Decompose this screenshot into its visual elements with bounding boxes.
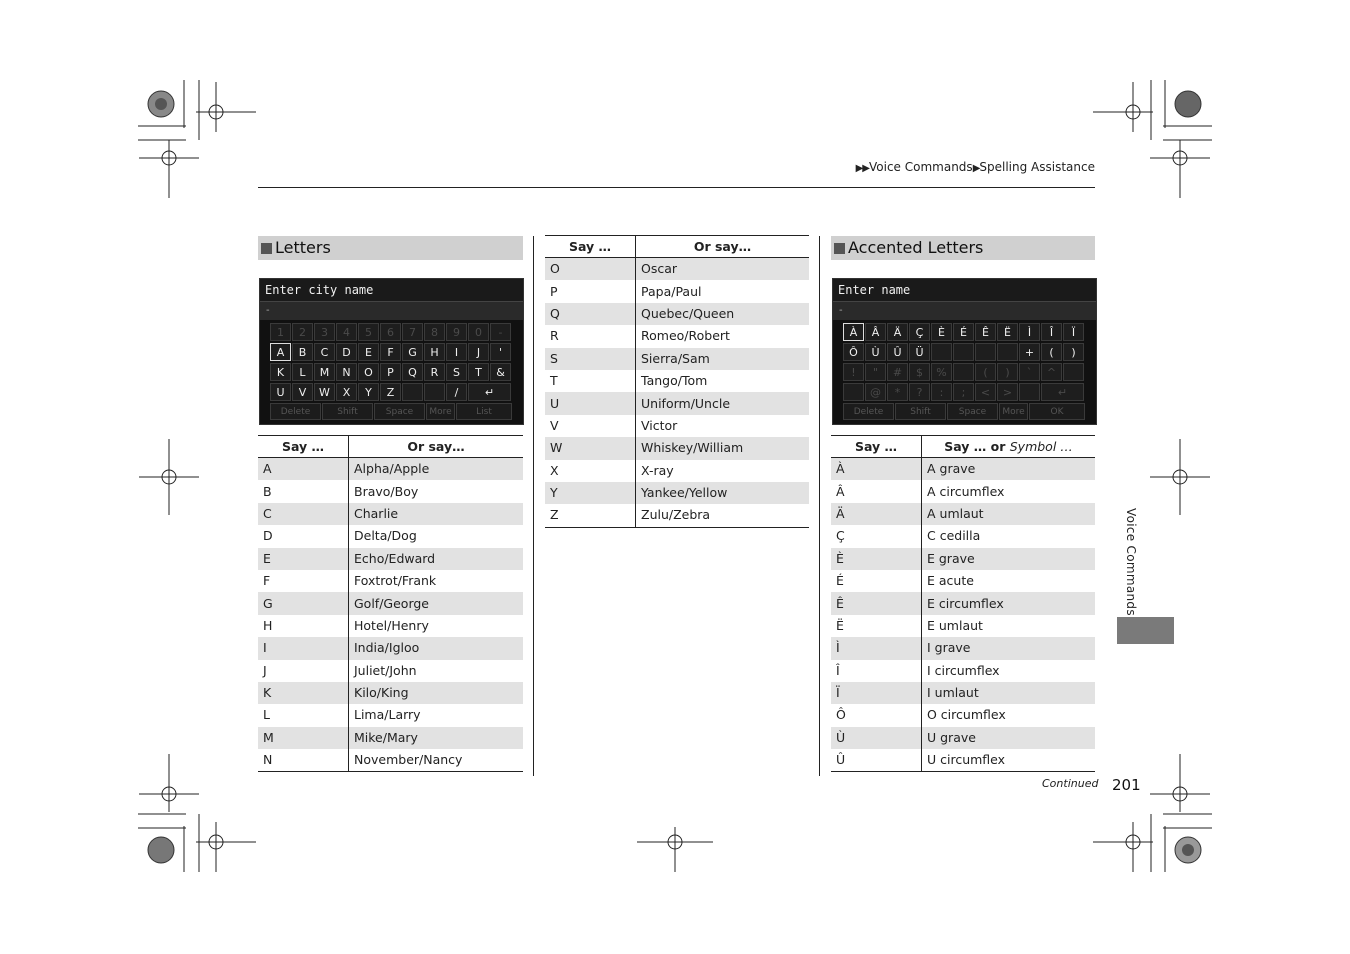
table-row [258, 637, 523, 659]
say-cell: Ù [831, 727, 922, 749]
keyboard-key[interactable]: 1 [270, 323, 291, 341]
keyboard-key[interactable]: É [953, 323, 974, 341]
keyboard-row [270, 363, 513, 382]
table-row [831, 637, 1095, 659]
table-row [258, 503, 523, 525]
say-cell: A [258, 458, 349, 481]
table-row [258, 615, 523, 637]
or-say-cell: Golf/George [349, 592, 524, 614]
table-row [258, 458, 523, 481]
table-row [831, 749, 1095, 772]
keyboard-screen-letters [259, 278, 524, 425]
table-row [258, 525, 523, 547]
say-cell: Ô [831, 704, 922, 726]
keyboard-row [270, 343, 513, 362]
column-divider [533, 236, 534, 776]
keyboard-key[interactable]: Ü [909, 343, 930, 361]
section-title: Accented Letters [848, 238, 984, 257]
or-say-cell: Kilo/King [349, 682, 524, 704]
keyboard-row [843, 383, 1086, 402]
or-say-cell: E grave [922, 548, 1096, 570]
or-say-cell: A grave [922, 458, 1096, 481]
table-row [545, 415, 809, 437]
table-row [545, 437, 809, 459]
keyboard-key[interactable]: A [270, 343, 291, 361]
table-row [258, 749, 523, 772]
or-say-cell: Mike/Mary [349, 727, 524, 749]
screen-title: Enter city name [260, 279, 523, 302]
keyboard-key[interactable]: Z [380, 383, 401, 401]
or-say-cell: Delta/Dog [354, 528, 417, 544]
or-say-cell: U circumflex [922, 749, 1096, 772]
enter-key[interactable]: ↵ [1041, 383, 1084, 401]
keyboard-row [843, 363, 1086, 382]
table-row [831, 503, 1095, 525]
say-cell: Ê [831, 592, 922, 614]
table-row [831, 615, 1095, 637]
table-row [831, 525, 1095, 547]
table-row [545, 504, 809, 527]
say-cell: U [545, 392, 636, 414]
keyboard-key[interactable]: Î [1041, 323, 1062, 341]
or-say-cell: Foxtrot/Frank [354, 573, 437, 589]
keyboard-key[interactable] [931, 343, 952, 361]
say-cell: Ë [831, 615, 922, 637]
keyboard-function-button[interactable]: OK [1029, 403, 1085, 420]
keyboard-key[interactable]: B [292, 343, 313, 361]
say-cell: Û [831, 749, 922, 772]
column-header: Or say… [636, 236, 810, 258]
screen-entry-field: - [260, 302, 523, 320]
keyboard-key[interactable]: Â [865, 323, 886, 341]
keyboard-key[interactable]: Y [358, 383, 379, 401]
keyboard-key[interactable]: - [490, 323, 511, 341]
say-cell: H [258, 615, 349, 637]
section-title: Letters [275, 238, 331, 257]
or-say-cell: X-ray [641, 462, 674, 478]
table-row [258, 727, 523, 749]
say-cell: Î [831, 660, 922, 682]
keyboard-key[interactable]: C [314, 343, 335, 361]
keyboard-key[interactable]: * [887, 383, 908, 401]
header-rule [258, 187, 1095, 188]
keyboard-function-button[interactable]: Delete [270, 403, 321, 420]
keyboard-key[interactable]: 9 [446, 323, 467, 341]
or-say-cell: A umlaut [922, 503, 1096, 525]
say-cell: W [545, 437, 636, 459]
say-cell: R [545, 325, 636, 347]
keyboard-key[interactable]: M [314, 363, 335, 381]
keyboard-function-button[interactable]: List [456, 403, 512, 420]
table-row [545, 482, 809, 504]
keyboard-key[interactable]: @ [865, 383, 886, 401]
keyboard-key[interactable]: Ì [1019, 323, 1040, 341]
keyboard-key[interactable]: + [1019, 343, 1040, 361]
keyboard-key[interactable]: 3 [314, 323, 335, 341]
keyboard-key[interactable]: ( [975, 363, 996, 381]
keyboard-key[interactable]: ( [1041, 343, 1062, 361]
keyboard-key[interactable]: ` [1019, 363, 1040, 381]
table-row [545, 460, 809, 482]
or-say-cell: I umlaut [922, 682, 1096, 704]
accented-table [831, 435, 1095, 772]
keyboard-key[interactable]: : [931, 383, 952, 401]
breadcrumb-item: Voice Commands [869, 160, 973, 174]
keyboard-key[interactable]: V [292, 383, 313, 401]
breadcrumb-arrow-icon: ▶ [972, 163, 980, 174]
keyboard-key[interactable]: # [887, 363, 908, 381]
or-say-cell: Quebec/Queen [636, 303, 810, 325]
say-cell: S [545, 348, 636, 370]
column-divider [819, 236, 820, 776]
keyboard-function-button[interactable]: Delete [843, 403, 894, 420]
keyboard-key[interactable]: D [336, 343, 357, 361]
column-header [922, 436, 1096, 458]
table-row [545, 370, 809, 392]
keyboard-key[interactable]: / [446, 383, 467, 401]
breadcrumb-arrow-icon: ▶▶ [855, 163, 869, 174]
keyboard-key[interactable]: S [446, 363, 467, 381]
say-cell: F [258, 570, 349, 592]
keyboard-key[interactable]: 7 [402, 323, 423, 341]
table-row [258, 660, 523, 682]
keyboard-key[interactable]: & [490, 363, 511, 381]
side-tab-block [1117, 617, 1174, 644]
keyboard-function-button[interactable]: Space [947, 403, 998, 420]
or-say-cell: Oscar [636, 258, 810, 281]
table-row [545, 348, 809, 370]
say-cell: L [258, 704, 349, 726]
say-cell: X [545, 460, 636, 482]
keyboard-key[interactable]: > [997, 383, 1018, 401]
keyboard-key[interactable]: ^ [1041, 363, 1062, 381]
keyboard-key[interactable]: Ô [843, 343, 864, 361]
or-say-cell: Tango/Tom [641, 373, 708, 389]
keyboard-key[interactable] [975, 343, 996, 361]
enter-key[interactable]: ↵ [468, 383, 511, 401]
letters-table [258, 435, 523, 772]
side-tab-label: Voice Commands [1124, 508, 1138, 616]
accented-section-header [831, 236, 1095, 260]
or-say-cell: E umlaut [927, 617, 983, 633]
keyboard-key[interactable]: È [931, 323, 952, 341]
letters-section-header [258, 236, 523, 260]
say-cell: M [258, 727, 349, 749]
keyboard-key[interactable]: % [931, 363, 952, 381]
keyboard-key[interactable]: ! [843, 363, 864, 381]
say-cell: Z [545, 504, 636, 527]
keyboard-key[interactable]: R [424, 363, 445, 381]
or-say-cell: E circumflex [922, 592, 1096, 614]
table-row [831, 660, 1095, 682]
keyboard-key[interactable]: $ [909, 363, 930, 381]
section-square-icon [261, 243, 272, 254]
keyboard-row [843, 323, 1086, 342]
table-row [545, 325, 809, 347]
breadcrumb-item: Spelling Assistance [979, 160, 1095, 174]
or-say-cell: Bravo/Boy [354, 483, 419, 499]
keyboard-key[interactable] [843, 383, 864, 401]
or-say-cell: November/Nancy [349, 749, 524, 772]
keyboard-key[interactable] [953, 343, 974, 361]
say-cell: Ì [831, 637, 922, 659]
keyboard-key[interactable]: N [336, 363, 357, 381]
keyboard-key[interactable]: ) [997, 363, 1018, 381]
keyboard-key[interactable] [424, 383, 445, 401]
say-cell: I [258, 637, 349, 659]
or-say-cell: I grave [922, 637, 1096, 659]
table-row [831, 682, 1095, 704]
say-cell: Q [545, 303, 636, 325]
or-say-cell: Hotel/Henry [354, 617, 429, 633]
screen-entry-field: - [833, 302, 1096, 320]
column-header: Say … [831, 436, 922, 458]
keyboard-key[interactable]: ; [953, 383, 974, 401]
keyboard-key[interactable]: I [446, 343, 467, 361]
or-say-cell: Papa/Paul [641, 283, 702, 299]
or-say-cell: Echo/Edward [349, 548, 524, 570]
say-cell: Ä [831, 503, 922, 525]
keyboard-key[interactable]: Ë [997, 323, 1018, 341]
keyboard-row [843, 343, 1086, 362]
say-cell: N [258, 749, 349, 772]
or-say-cell: I circumflex [927, 662, 1000, 678]
continued-label: Continued [1042, 777, 1099, 790]
table-row [258, 682, 523, 704]
keyboard-key[interactable]: 5 [358, 323, 379, 341]
table-row [258, 570, 523, 592]
table-row [545, 303, 809, 325]
or-say-cell: India/Igloo [349, 637, 524, 659]
table-row [258, 592, 523, 614]
say-cell: Â [831, 480, 922, 502]
letters-continued-table [545, 235, 809, 528]
or-say-cell: Yankee/Yellow [636, 482, 810, 504]
table-row [831, 480, 1095, 502]
keyboard-key[interactable]: J [468, 343, 489, 361]
keyboard-key[interactable] [997, 343, 1018, 361]
keyboard-key[interactable]: ? [909, 383, 930, 401]
say-cell: B [258, 480, 349, 502]
column-header: Say … [258, 436, 349, 458]
keyboard-function-button[interactable]: More [426, 403, 455, 420]
keyboard-key[interactable]: Ç [909, 323, 930, 341]
say-cell: Ç [831, 525, 922, 547]
table-row [545, 258, 809, 281]
say-cell: T [545, 370, 636, 392]
keyboard-key[interactable]: X [336, 383, 357, 401]
keyboard-key[interactable]: < [975, 383, 996, 401]
or-say-cell: Romeo/Robert [641, 328, 730, 344]
say-cell: E [258, 548, 349, 570]
keyboard-key[interactable] [953, 363, 974, 381]
say-cell: É [831, 570, 922, 592]
keyboard-key[interactable]: Û [887, 343, 908, 361]
say-cell: Ï [831, 682, 922, 704]
keyboard-function-row [270, 403, 513, 421]
table-row [831, 570, 1095, 592]
keyboard-row [270, 383, 513, 402]
or-say-cell: C cedilla [927, 528, 981, 544]
or-say-cell: O circumflex [927, 707, 1006, 723]
header-text-bold: or [990, 439, 1006, 454]
keyboard-function-button[interactable]: More [999, 403, 1028, 420]
keyboard-key[interactable]: H [424, 343, 445, 361]
table-row [545, 392, 809, 414]
keyboard-key[interactable]: P [380, 363, 401, 381]
keyboard-key[interactable] [1063, 363, 1084, 381]
keyboard-key[interactable]: ) [1063, 343, 1084, 361]
header-text: Say … [944, 439, 991, 454]
say-cell: O [545, 258, 636, 281]
keyboard-key[interactable] [402, 383, 423, 401]
keyboard-function-row [843, 403, 1086, 421]
say-cell: P [545, 280, 636, 302]
say-cell: C [258, 503, 349, 525]
or-say-cell: Lima/Larry [354, 707, 421, 723]
keyboard-key[interactable]: G [402, 343, 423, 361]
keyboard-key[interactable]: " [865, 363, 886, 381]
keyboard-grid [270, 323, 513, 421]
table-row [545, 280, 809, 302]
column-header: Say … [545, 236, 636, 258]
or-say-cell: Zulu/Zebra [636, 504, 810, 527]
keyboard-key[interactable]: W [314, 383, 335, 401]
table-row [831, 727, 1095, 749]
column-header: Or say… [349, 436, 524, 458]
breadcrumb [856, 160, 1095, 174]
keyboard-key[interactable]: T [468, 363, 489, 381]
say-cell: V [545, 415, 636, 437]
keyboard-key[interactable]: 0 [468, 323, 489, 341]
say-cell: K [258, 682, 349, 704]
keyboard-key[interactable]: K [270, 363, 291, 381]
keyboard-key[interactable]: 4 [336, 323, 357, 341]
keyboard-row [270, 323, 513, 342]
keyboard-screen-accented [832, 278, 1097, 425]
or-say-cell: Juliet/John [354, 662, 417, 678]
say-cell: G [258, 592, 349, 614]
keyboard-function-button[interactable]: Shift [322, 403, 373, 420]
say-cell: Y [545, 482, 636, 504]
keyboard-key[interactable]: 8 [424, 323, 445, 341]
keyboard-key[interactable]: 2 [292, 323, 313, 341]
section-square-icon [834, 243, 845, 254]
keyboard-key[interactable]: Ù [865, 343, 886, 361]
table-row [831, 548, 1095, 570]
or-say-cell: Alpha/Apple [349, 458, 524, 481]
keyboard-key[interactable]: Ê [975, 323, 996, 341]
or-say-cell: Uniform/Uncle [636, 392, 810, 414]
or-say-cell: A circumflex [927, 483, 1005, 499]
keyboard-grid [843, 323, 1086, 421]
table-row [831, 592, 1095, 614]
keyboard-function-button[interactable]: Shift [895, 403, 946, 420]
say-cell: À [831, 458, 922, 481]
table-row [258, 548, 523, 570]
keyboard-key[interactable] [1019, 383, 1040, 401]
keyboard-key[interactable]: U [270, 383, 291, 401]
table-row [258, 480, 523, 502]
or-say-cell: Victor [641, 417, 678, 433]
keyboard-key[interactable]: F [380, 343, 401, 361]
keyboard-key[interactable]: E [358, 343, 379, 361]
keyboard-key[interactable]: Q [402, 363, 423, 381]
keyboard-key[interactable]: ' [490, 343, 511, 361]
say-cell: J [258, 660, 349, 682]
or-say-cell: Whiskey/William [636, 437, 810, 459]
table-row [831, 458, 1095, 481]
or-say-cell: Charlie [349, 503, 524, 525]
say-cell: È [831, 548, 922, 570]
table-row [831, 704, 1095, 726]
header-text-italic: Symbol … [1009, 439, 1073, 454]
keyboard-key[interactable]: 6 [380, 323, 401, 341]
or-say-cell: E acute [927, 573, 974, 589]
keyboard-key[interactable]: L [292, 363, 313, 381]
say-cell: D [258, 525, 349, 547]
screen-title: Enter name [833, 279, 1096, 302]
keyboard-key[interactable]: Ï [1063, 323, 1084, 341]
or-say-cell: Sierra/Sam [636, 348, 810, 370]
page-number: 201 [1112, 776, 1141, 794]
keyboard-key[interactable]: O [358, 363, 379, 381]
keyboard-function-button[interactable]: Space [374, 403, 425, 420]
keyboard-key[interactable]: À [843, 323, 864, 341]
or-say-cell: U grave [922, 727, 1096, 749]
keyboard-key[interactable]: Ä [887, 323, 908, 341]
table-row [258, 704, 523, 726]
